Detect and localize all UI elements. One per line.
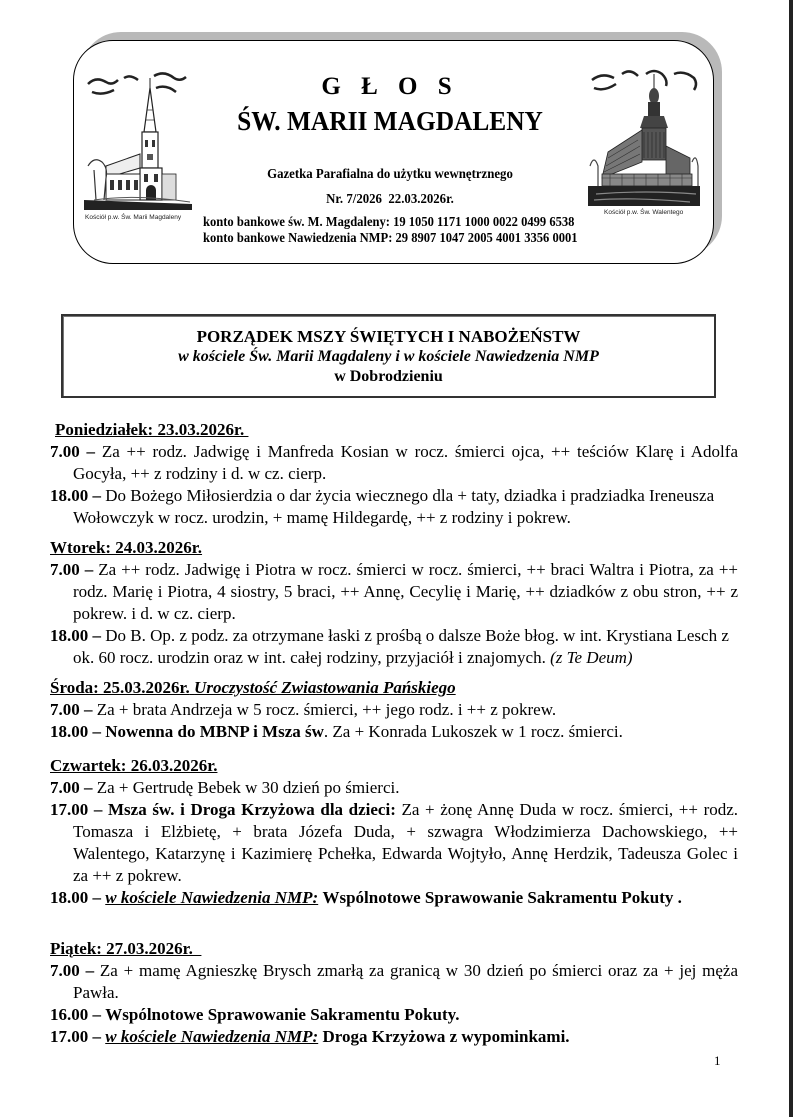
masthead-title-parish: ŚW. MARII MAGDALENY — [237, 106, 543, 136]
mass-time: 7.00 – — [50, 560, 94, 579]
church-location: w kościele Nawiedzenia NMP: — [105, 1027, 319, 1046]
day-section-tuesday — [50, 537, 738, 669]
mass-intention: Do Bożego Miłosierdzia o dar życia wiecznego dla + taty, dziadka i pradziadka Ireneusza Wołowczyk w rocz. urodzin, + mamę Hildegardę, ++ z rodziny i pokrew. — [73, 486, 715, 527]
mass-entry — [50, 1026, 738, 1048]
mass-time: 16.00 – — [50, 1005, 101, 1024]
right-image-caption: Kościół p.w. Św. Walentego — [604, 209, 684, 216]
mass-intention: . Za + Konrada Lukoszek w 1 rocz. śmierci. — [323, 722, 623, 741]
mass-entry — [50, 625, 738, 669]
mass-entry — [50, 721, 738, 743]
service-name: Msza św. i Droga Krzyżowa dla dzieci: — [108, 800, 396, 819]
service-name: Nowenna do MBNP i Msza św — [105, 722, 324, 741]
mass-time: 18.00 – — [50, 486, 101, 505]
mass-time: 7.00 – — [50, 442, 96, 461]
day-heading: Poniedziałek: 23.03.2026r. — [55, 420, 249, 439]
day-heading: Czwartek: 26.03.2026r. — [50, 756, 218, 775]
mass-entry — [50, 485, 738, 529]
service-name: Wspólnotowe Sprawowanie Sakramentu Pokuty. — [105, 1005, 460, 1024]
mass-time: 7.00 – — [50, 961, 95, 980]
mass-entry — [50, 559, 738, 625]
day-section-monday — [50, 419, 738, 529]
viewer-edge-bar — [789, 0, 793, 1117]
day-heading: Piątek: 27.03.2026r. — [50, 939, 202, 958]
mass-time: 18.00 – — [50, 888, 101, 907]
mass-time: 7.00 – — [50, 778, 93, 797]
day-section-thursday — [50, 755, 738, 909]
schedule-title: PORZĄDEK MSZY ŚWIĘTYCH I NABOŻEŃSTW — [196, 327, 581, 346]
masthead-subtitle: Gazetka Parafialna do użytku wewnętrznego — [267, 166, 513, 181]
mass-time: 7.00 – — [50, 700, 93, 719]
mass-intention: Za + brata Andrzeja w 5 rocz. śmierci, ++ jego rodz. i ++ z pokrew. — [96, 700, 557, 719]
left-image-caption: Kościół p.w. Św. Marii Magdaleny — [85, 214, 182, 221]
day-heading — [50, 677, 738, 699]
church-magdalena-illustration — [84, 70, 192, 210]
mass-note: (z Te Deum) — [550, 648, 633, 667]
mass-time: 17.00 – — [50, 1027, 101, 1046]
mass-time: 18.00 – — [50, 626, 101, 645]
mass-entry — [50, 1004, 738, 1026]
day-heading-date: Środa: 25.03.2026r. — [50, 678, 190, 697]
bank-account-magdalena: konto bankowe św. M. Magdaleny: 19 1050 1171 1000 0022 0499 6538 — [203, 214, 575, 229]
church-walenty-illustration — [588, 66, 700, 206]
mass-time: 18.00 – — [50, 722, 101, 741]
mass-entry — [50, 777, 738, 799]
mass-intention: Za + Gertrudę Bebek w 30 dzień po śmierci. — [96, 778, 400, 797]
mass-intention: Do B. Op. z podz. za otrzymane łaski z prośbą o dalsze Boże błog. w int. Krystiana Lesch z ok. 60 rocz. urodzin oraz w int. całej rodziny, przyjaciół i znajomych. — [73, 626, 729, 667]
mass-intention: Za + żonę Annę Duda w rocz. śmierci, ++ rodz. Tomasza i Elżbietę, + brata Józefa Duda, + szwagra Włodzimierza Dachowskiego, ++ Walentego, Katarzynę i Kazimierę Pchełka, Edwarda Wojtyło, Annę Herdzik, Tadeusza Golec i za ++ z pokrew. — [73, 800, 739, 885]
mass-intention: Za + mamę Agnieszkę Brysch zmarłą za granicą w 30 dzień po śmierci oraz za + jej męża Pawła. — [73, 961, 739, 1002]
service-name: Droga Krzyżowa z wypominkami. — [322, 1027, 570, 1046]
bank-account-nawiedzenia: konto bankowe Nawiedzenia NMP: 29 8907 1047 2005 4001 3356 0001 — [203, 230, 578, 245]
mass-intention: Za ++ rodz. Jadwigę i Piotra w rocz. śmierci w rocz. śmierci, ++ braci Waltra i Piotra, za ++ rodz. Marię i Piotra, 4 siostry, 5 braci, ++ Annę, Cecylię i Marię, ++ dziadków z obu stron, ++ z pokrew. i d. w cz. cierp. — [73, 560, 738, 623]
mass-time: 17.00 – — [50, 800, 103, 819]
day-heading: Wtorek: 24.03.2026r. — [50, 538, 203, 557]
mass-intention: Za ++ rodz. Jadwigę i Manfreda Kosian w rocz. śmierci ojca, ++ teściów Klarę i Adolfa Gocyła, ++ z rodziny i d. w cz. cierp. — [73, 442, 738, 483]
church-location: w kościele Nawiedzenia NMP: — [105, 888, 319, 907]
mass-entry — [50, 887, 738, 909]
mass-entry — [50, 441, 738, 485]
day-section-wednesday — [50, 677, 738, 743]
feast-name: Uroczystość Zwiastowania Pańskiego — [194, 678, 456, 697]
day-section-friday — [50, 938, 738, 1048]
page-number: 1 — [714, 1053, 721, 1068]
schedule-title-box — [61, 314, 716, 398]
mass-entry — [50, 960, 738, 1004]
service-name: Wspólnotowe Sprawowanie Sakramentu Pokuty . — [322, 888, 682, 907]
mass-entry — [50, 799, 738, 887]
mass-entry — [50, 699, 738, 721]
issue-number-date: Nr. 7/2026 22.03.2026r. — [326, 191, 454, 206]
schedule-subtitle: w kościele Św. Marii Magdaleny i w kościele Nawiedzenia NMP — [178, 348, 599, 365]
masthead-title-glos: G Ł O S — [321, 73, 459, 100]
schedule-location: w Dobrodzieniu — [334, 368, 443, 385]
